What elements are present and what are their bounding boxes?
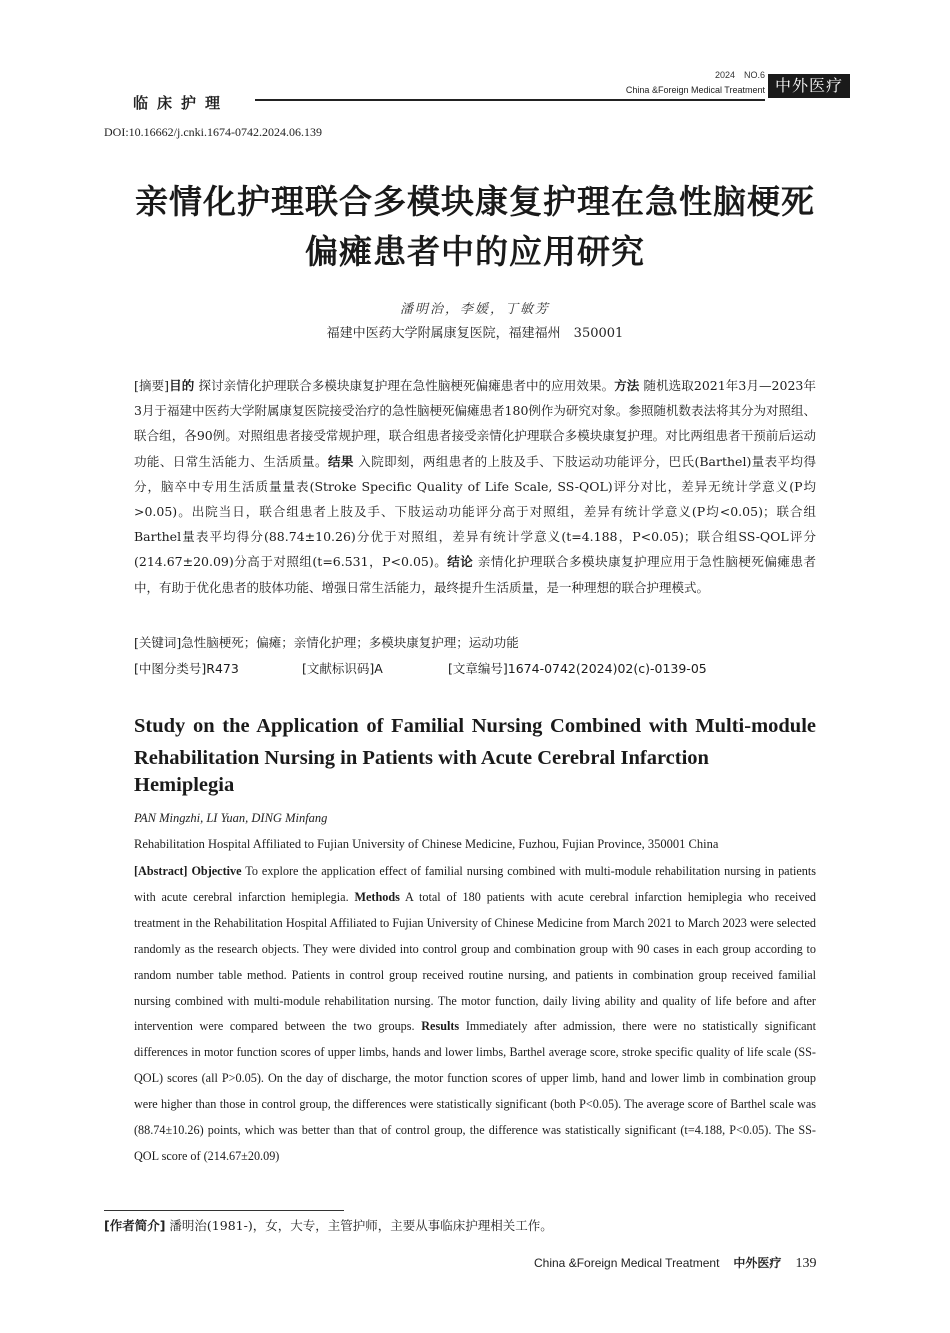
footnote-text: 潘明治(1981-)，女，大专，主管护师，主要从事临床护理相关工作。 xyxy=(169,1218,553,1233)
footer-journal-en: China &Foreign Medical Treatment xyxy=(534,1256,720,1270)
issue-number: 2024 NO.6 xyxy=(714,70,765,80)
en-affiliation: Rehabilitation Hospital Affiliated to Fujian University of Chinese Medicine, Fuzhou, Fujian Province, 350001 China xyxy=(134,837,719,851)
author-footnote xyxy=(104,1216,553,1234)
page-footer xyxy=(534,1254,816,1272)
keywords-label: [关键词] xyxy=(134,635,182,650)
cn-conclusion-label: 结论 xyxy=(447,554,474,570)
cn-keywords xyxy=(134,633,816,651)
document-code: [文献标识码]A xyxy=(302,661,383,676)
cn-abstract-label: [摘要] xyxy=(134,378,170,393)
cn-results: 入院即刻，两组患者的上肢及手、下肢运动功能评分，巴氏(Barthel)量表平均得分，脑卒中专用生活质量量表(Stroke Specific Quality of Life Scale, SS-QOL)评分对比，差异无统计学意义(P均>0.05)。出院当日，联合组患者上肢及手、下肢运动功能评分高于对照组，差异有统计学意义(P均<0.05)；联合组Barthel量表平均得分(88.74±10.26)分优于对照组，差异有统计学意义(t=4.188，P<0.05)；联合组SS-QOL评分(214.67±20.09)分高于对照组(t=6.531，P<0.05)。 xyxy=(134,453,816,570)
en-abstract xyxy=(134,859,816,1170)
journal-logo: 中外医疗 xyxy=(768,74,850,98)
classification-row xyxy=(134,659,816,677)
cn-results-label: 结果 xyxy=(327,453,354,469)
en-authors: PAN Mingzhi, LI Yuan, DING Minfang xyxy=(134,811,328,825)
cn-methods: 随机选取2021年3月—2023年3月于福建中医药大学附属康复医院接受治疗的急性脑梗死偏瘫患者180例作为研究对象。参照随机数表法将其分为对照组、联合组，各90例。对照组患者接受常规护理，联合组患者接受亲情化护理联合多模块康复护理。对比两组患者干预前后运动功能、日常生活能力、生活质量。 xyxy=(134,378,816,469)
keywords-text: 急性脑梗死；偏瘫；亲情化护理；多模块康复护理；运动功能 xyxy=(181,635,519,650)
clc-number: [中图分类号]R473 xyxy=(134,661,239,676)
doi[interactable]: DOI:10.16662/j.cnki.1674-0742.2024.06.139 xyxy=(104,125,322,139)
article-number: [文章编号]1674-0742(2024)02(c)-0139-05 xyxy=(448,661,707,676)
en-title-last-line: Hemiplegia xyxy=(134,774,235,796)
affiliation: 福建中医药大学附属康复医院，福建福州 350001 xyxy=(326,326,624,341)
title-line-2: 偏瘫患者中的应用研究 xyxy=(305,232,645,271)
title-line-1: 亲情化护理联合多模块康复护理在急性脑梗死 xyxy=(135,182,815,221)
cn-objective-label: 目的 xyxy=(169,378,195,393)
en-objective-label: Objective xyxy=(191,864,242,878)
en-methods: A total of 180 patients with acute cerebral infarction hemiplegia who received treatment in the Rehabilitation Hospital Affiliated to Fujian University of Chinese Medicine from March 2021 to March 2023 were selected randomly as the research objects. They were divided into control group and combination group with 90 cases in each group according to random number table method. Patients in control group received routine nursing, and patients in combination group received familial nursing combined with multi-module rehabilitation nursing. The motor function, daily living ability and quality of life before and after intervention were compared between the two groups. xyxy=(134,889,817,1034)
section-label: 临床护理 xyxy=(133,94,230,112)
journal-name-en: China &Foreign Medical Treatment xyxy=(625,85,765,95)
footnote-rule xyxy=(104,1210,344,1211)
footnote-label: [作者简介] xyxy=(104,1218,166,1233)
en-title: Study on the Application of Familial Nursing Combined with Multi-module Rehabilitation Nursing in Patients with Acute Cerebral Infarction xyxy=(134,715,816,769)
en-abstract-label: [Abstract] xyxy=(134,864,188,878)
en-results-label: Results xyxy=(421,1019,460,1034)
footer-journal-cn: 中外医疗 xyxy=(733,1256,782,1270)
cn-conclusion: 亲情化护理联合多模块康复护理应用于急性脑梗死偏瘫患者中，有助于优化患者的肢体功能、增强日常生活能力，最终提升生活质量，是一种理想的联合护理模式。 xyxy=(134,554,816,595)
en-objective: To explore the application effect of familial nursing combined with multi-module rehabilitation nursing in patients with acute cerebral infarction hemiplegia. xyxy=(134,864,816,904)
cn-methods-label: 方法 xyxy=(614,378,640,393)
authors: 潘明治，李媛，丁敏芳 xyxy=(399,302,550,317)
cn-abstract xyxy=(134,373,816,600)
en-results: Immediately after admission, there were no statistically significant differences in motor function scores of upper limbs, hands and lower limbs, Barthel average score, stroke specific quality of life scale (SS-QOL) scores (all P>0.05). On the day of discharge, the motor function scores of upper limb, hand and lower limb in combination group were higher than those in control group, the differences were statistically significant (both P<0.05). The average score of Barthel scale was (88.74±10.26) points, which was better than that of control group, the difference was statistically significant (t=4.188, P<0.05). The SS-QOL score of (214.67±20.09) xyxy=(134,1019,817,1163)
page-number: 139 xyxy=(795,1256,817,1271)
en-methods-label: Methods xyxy=(354,889,400,904)
cn-objective: 探讨亲情化护理联合多模块康复护理在急性脑梗死偏瘫患者中的应用效果。 xyxy=(198,378,615,393)
header-rule xyxy=(255,99,765,101)
